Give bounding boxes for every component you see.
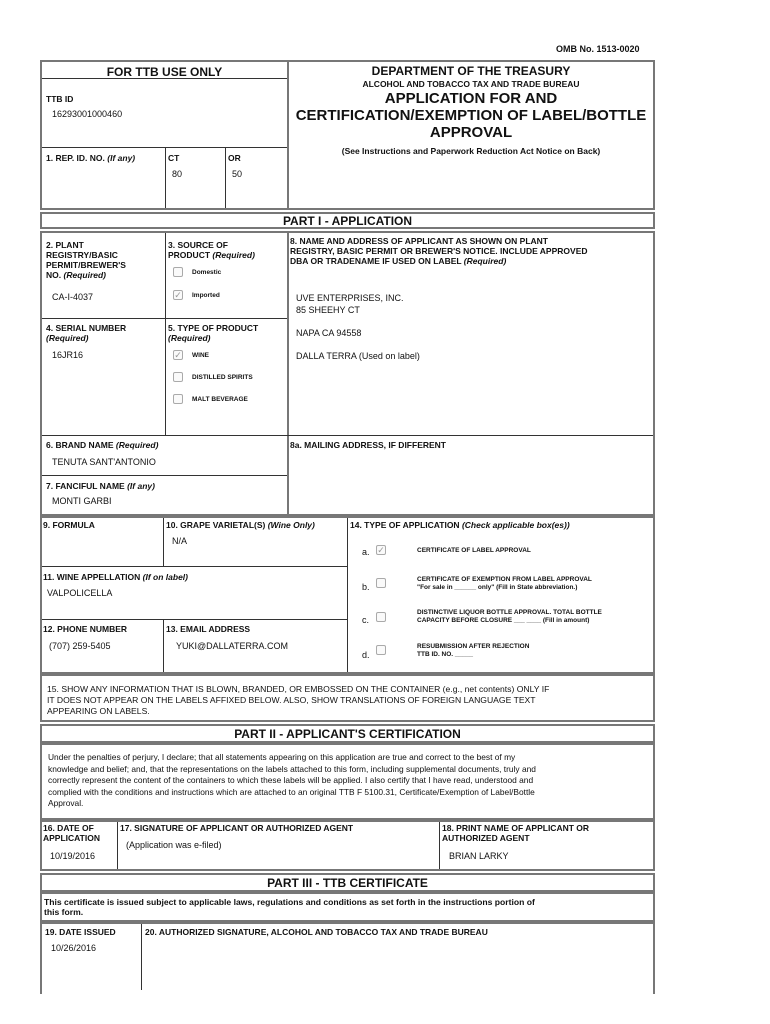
form-title-1: APPLICATION FOR AND bbox=[384, 90, 558, 107]
dept-line2: ALCOHOL AND TOBACCO TAX AND TRADE BUREAU bbox=[362, 79, 580, 89]
grape-varietal-label: 10. GRAPE VARIETAL(S) (Wine Only) bbox=[166, 520, 315, 530]
resubmission-text: RESUBMISSION AFTER REJECTION TTB ID. NO. _____ bbox=[417, 643, 530, 658]
ttb-id-label: TTB ID bbox=[46, 94, 74, 104]
ttb-id-value: 16293001000460 bbox=[52, 109, 123, 119]
application-date-value: 10/19/2016 bbox=[50, 851, 96, 861]
applicant-street: 85 SHEEHY CT bbox=[296, 305, 360, 315]
wine-checkbox[interactable]: ✓ bbox=[174, 350, 182, 360]
serial-number-value: 16JR16 bbox=[52, 350, 84, 360]
appellation-label: 11. WINE APPELLATION (If on label) bbox=[43, 572, 189, 582]
fanciful-name-value: MONTI GARBI bbox=[52, 496, 112, 506]
wine-label: WINE bbox=[192, 352, 209, 359]
embossed-info-text: 15. SHOW ANY INFORMATION THAT IS BLOWN, BRANDED, OR EMBOSSED ON THE CONTAINER (e.g., net contents) ONLY IF IT DOES NOT APPEAR ON THE LABELS AFFIXED BELOW. ALSO, SHOW TRANSLATIONS OF FOREIGN LANGUAGE TEXT APPEARING ON LABELS. bbox=[47, 684, 550, 716]
dept-line1: DEPARTMENT OF THE TREASURY bbox=[371, 64, 571, 78]
signature-value: (Application was e-filed) bbox=[126, 840, 222, 850]
bottle-approval-text: DISTINCTIVE LIQUOR BOTTLE APPROVAL. TOTAL BOTTLE CAPACITY BEFORE CLOSURE ___ ____ (Fill in amount) bbox=[417, 609, 602, 624]
part3-title: PART III - TTB CERTIFICATE bbox=[267, 876, 428, 890]
date-issued-label: 19. DATE ISSUED bbox=[45, 927, 116, 937]
form-title-2: CERTIFICATION/EXEMPTION OF LABEL/BOTTLE bbox=[295, 107, 647, 124]
ttb-use-title: FOR TTB USE ONLY bbox=[106, 65, 223, 79]
exemption-checkbox[interactable] bbox=[376, 578, 386, 588]
applicant-dba: DALLA TERRA (Used on label) bbox=[296, 351, 420, 361]
applicant-city: NAPA CA 94558 bbox=[296, 328, 362, 338]
phone-value: (707) 259-5405 bbox=[49, 641, 111, 651]
grape-varietal-value: N/A bbox=[172, 536, 188, 546]
application-type-label: 14. TYPE OF APPLICATION (Check applicable box(es)) bbox=[350, 520, 570, 530]
rep-id-label: 1. REP. ID. NO. (If any) bbox=[46, 153, 136, 163]
date-issued-value: 10/26/2016 bbox=[51, 943, 97, 953]
print-name-label: 18. PRINT NAME OF APPLICANT OR AUTHORIZED AGENT bbox=[442, 823, 590, 843]
email-label: 13. EMAIL ADDRESS bbox=[166, 624, 251, 634]
applicant-address-label: 8. NAME AND ADDRESS OF APPLICANT AS SHOWN ON PLANT REGISTRY, BASIC PERMIT OR BREWER'S NOTICE. INCLUDE APPROVED DBA OR TRADENAME IF USED ON LABEL (Required) bbox=[290, 236, 588, 266]
application-date-label: 16. DATE OF APPLICATION bbox=[43, 823, 100, 843]
domestic-checkbox[interactable] bbox=[173, 267, 183, 277]
resubmission-checkbox[interactable] bbox=[376, 645, 386, 655]
signature-label: 17. SIGNATURE OF APPLICANT OR AUTHORIZED AGENT bbox=[120, 823, 354, 833]
form-note: (See Instructions and Paperwork Reduction Act Notice on Back) bbox=[341, 146, 601, 156]
malt-beverage-checkbox[interactable] bbox=[173, 394, 183, 404]
omb-number: OMB No. 1513-0020 bbox=[556, 44, 640, 54]
serial-number-label: 4. SERIAL NUMBER (Required) bbox=[46, 323, 127, 343]
source-label: 3. SOURCE OF PRODUCT (Required) bbox=[168, 240, 255, 260]
imported-label: Imported bbox=[192, 292, 220, 299]
appellation-value: VALPOLICELLA bbox=[47, 588, 113, 598]
product-type-label: 5. TYPE OF PRODUCT (Required) bbox=[168, 323, 259, 343]
authorized-signature-label: 20. AUTHORIZED SIGNATURE, ALCOHOL AND TOBACCO TAX AND TRADE BUREAU bbox=[145, 927, 488, 937]
plant-registry-value: CA-I-4037 bbox=[52, 292, 94, 302]
imported-checkbox[interactable]: ✓ bbox=[174, 290, 182, 300]
or-label: OR bbox=[228, 153, 241, 163]
form-title-3: APPROVAL bbox=[429, 124, 513, 141]
exemption-text: CERTIFICATE OF EXEMPTION FROM LABEL APPROVAL "For sale in ______ only" (Fill in State abbreviation.) bbox=[417, 576, 592, 591]
applicant-name: UVE ENTERPRISES, INC. bbox=[296, 293, 404, 303]
distilled-spirits-label: DISTILLED SPIRITS bbox=[192, 374, 253, 381]
bottle-approval-checkbox[interactable] bbox=[376, 612, 386, 622]
ct-value: 80 bbox=[172, 169, 183, 179]
print-name-value: BRIAN LARKY bbox=[449, 851, 509, 861]
distilled-spirits-checkbox[interactable] bbox=[173, 372, 183, 382]
part1-title: PART I - APPLICATION bbox=[282, 214, 413, 228]
plant-registry-label: 2. PLANT REGISTRY/BASIC PERMIT/BREWER'S NO. (Required) bbox=[46, 240, 126, 280]
or-value: 50 bbox=[232, 169, 243, 179]
part2-title: PART II - APPLICANT'S CERTIFICATION bbox=[234, 727, 461, 741]
formula-label: 9. FORMULA bbox=[43, 520, 95, 530]
brand-name-value: TENUTA SANT'ANTONIO bbox=[52, 457, 156, 467]
certification-text: Under the penalties of perjury, I declare; that all statements appearing on this application are true and correct to the best of my knowledge and belief; and, that the representations on the labels attached to this form, including supplemental documents, truly and correctly represent the content of the containers to which these labels will be applied. I also certify that I have read, understood and complied with the conditions and instructions which are attached to an original TTB F 5100.31, Certificate/Exemption of Label/Bottle Approval. bbox=[48, 752, 536, 808]
mailing-address-label: 8a. MAILING ADDRESS, IF DIFFERENT bbox=[290, 440, 447, 450]
certificate-terms: This certificate is issued subject to applicable laws, regulations and conditions as set forth in the instructions portion of this form. bbox=[44, 897, 535, 917]
domestic-label: Domestic bbox=[192, 269, 222, 276]
label-approval-checkbox[interactable]: ✓ bbox=[377, 545, 385, 555]
malt-beverage-label: MALT BEVERAGE bbox=[192, 396, 248, 403]
email-value: YUKI@DALLATERRA.COM bbox=[176, 641, 288, 651]
brand-name-label: 6. BRAND NAME (Required) bbox=[46, 440, 159, 450]
phone-label: 12. PHONE NUMBER bbox=[43, 624, 128, 634]
fanciful-name-label: 7. FANCIFUL NAME (If any) bbox=[46, 481, 155, 491]
ct-label: CT bbox=[168, 153, 180, 163]
label-approval-text: CERTIFICATE OF LABEL APPROVAL bbox=[417, 547, 531, 554]
